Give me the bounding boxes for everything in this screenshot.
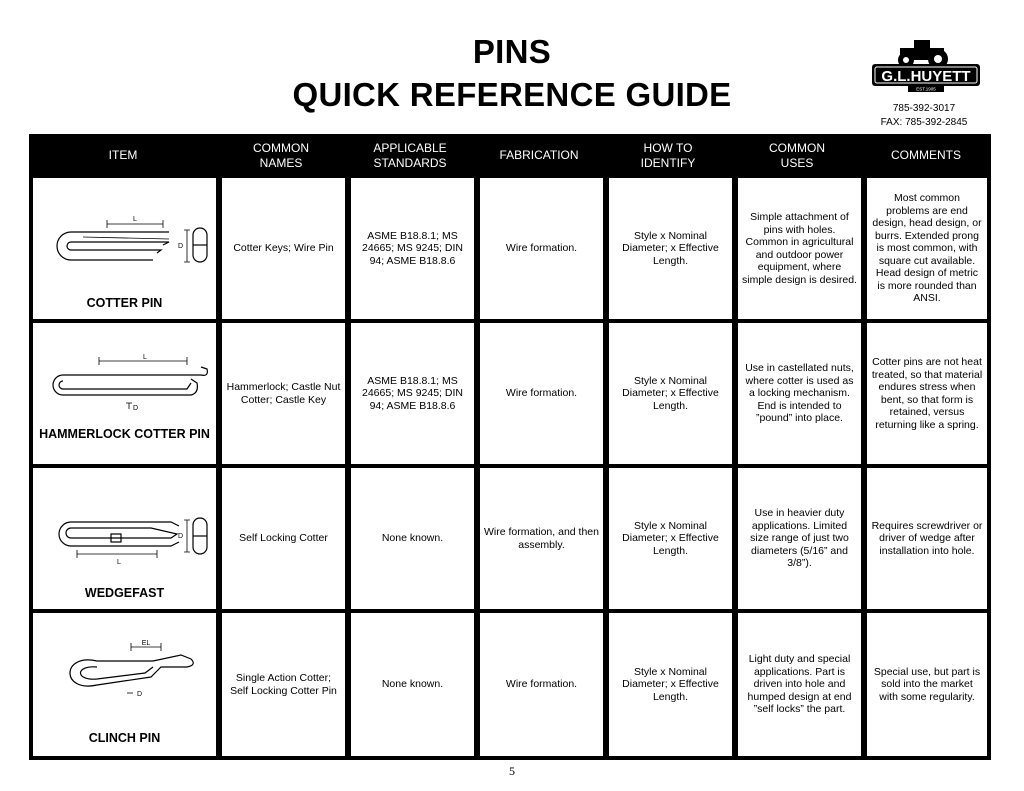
fabrication-cell: Wire formation. [480,613,603,756]
table-row-item-cell [33,468,216,609]
dimension-label-l: L [133,216,137,223]
column-header-standards: APPLICABLE STANDARDS [373,140,447,170]
cotter-pin-diagram [41,208,213,278]
standards-cell: ASME B18.8.1; MS 24665; MS 9245; DIN 94; ASME B18.8.6 [351,323,474,464]
fabrication-cell: Wire formation, and then assembly. [480,468,603,609]
dimension-label-d: D [177,243,183,250]
column-header-item: ITEM [108,148,138,162]
uses-cell: Simple attachment of pins with holes. Common in agricultural and outdoor power equipment, where simple design is desired. [738,178,861,319]
fax-number: FAX: 785-392-2845 [880,117,968,128]
uses-cell: Use in heavier duty applications. Limited size range of just two diameters (5/16” and 3/8”). [738,468,861,609]
dimension-label-l: L [143,354,147,361]
comments-cell: Requires screwdriver or driver of wedge after installation into hole. [867,468,987,609]
reference-table [29,134,991,760]
identify-cell: Style x Nominal Diameter; x Effective Length. [609,613,732,756]
hammerlock-cotter-pin-diagram [41,347,213,417]
page-number: 5 [509,764,515,778]
common-names-cell: Cotter Keys; Wire Pin [222,178,345,319]
fabrication-cell: Wire formation. [480,178,603,319]
dimension-label-d: D [133,405,139,412]
item-name: CLINCH PIN [88,731,161,745]
page-title-line1: PINS [472,33,552,70]
comments-cell: Special use, but part is sold into the market with some regularity. [867,613,987,756]
identify-cell: Style x Nominal Diameter; x Effective Length. [609,178,732,319]
dimension-label-l: L [117,559,121,566]
comments-cell: Cotter pins are not heat treated, so that material endures stress when bent, so that form is retained, versus returning like a spring. [867,323,987,464]
uses-cell: Light duty and special applications. Part is driven into hole and humped design at end ”self locks” the part. [738,613,861,756]
common-names-cell: Hammerlock; Castle Nut Cotter; Castle Key [222,323,345,464]
item-name: COTTER PIN [86,296,163,310]
fabrication-cell: Wire formation. [480,323,603,464]
identify-cell: Style x Nominal Diameter; x Effective Length. [609,323,732,464]
uses-cell: Use in castellated nuts, where cotter is used as a locking mechanism. End is intended to ”pound” into place. [738,323,861,464]
table-row-item-cell [33,178,216,319]
table-row-item-cell [33,323,216,464]
dimension-label-d: D [137,691,143,698]
clinch-pin-diagram [41,633,213,703]
wedgefast-diagram [41,500,213,570]
column-header-names: COMMON NAMES [253,140,309,170]
phone-number: 785-392-3017 [892,103,956,114]
logo-sub: EST.1905 [916,86,936,92]
standards-cell: None known. [351,613,474,756]
dimension-label-d: D [177,533,183,540]
column-header-identify: HOW TO IDENTIFY [640,140,696,170]
column-header-uses: COMMON USES [769,140,825,170]
standards-cell: None known. [351,468,474,609]
comments-cell: Most common problems are end design, head design, or burrs. Extended prong is most common, with square cut available. Head design of metric is more rounded than ANSI. [867,178,987,319]
column-header-comments: COMMENTS [891,148,961,162]
page-title-line2: QUICK REFERENCE GUIDE [292,76,732,113]
item-name: HAMMERLOCK COTTER PIN [39,427,210,441]
column-header-fabrication: FABRICATION [499,148,579,162]
item-name: WEDGEFAST [84,586,165,600]
common-names-cell: Single Action Cotter; Self Locking Cotter Pin [222,613,345,756]
logo-text: G.L.HUYETT [881,68,971,85]
identify-cell: Style x Nominal Diameter; x Effective Length. [609,468,732,609]
company-logo [868,38,984,100]
common-names-cell: Self Locking Cotter [222,468,345,609]
standards-cell: ASME B18.8.1; MS 24665; MS 9245; DIN 94; ASME B18.8.6 [351,178,474,319]
dimension-label-el: EL [141,640,151,647]
table-row-item-cell [33,613,216,756]
